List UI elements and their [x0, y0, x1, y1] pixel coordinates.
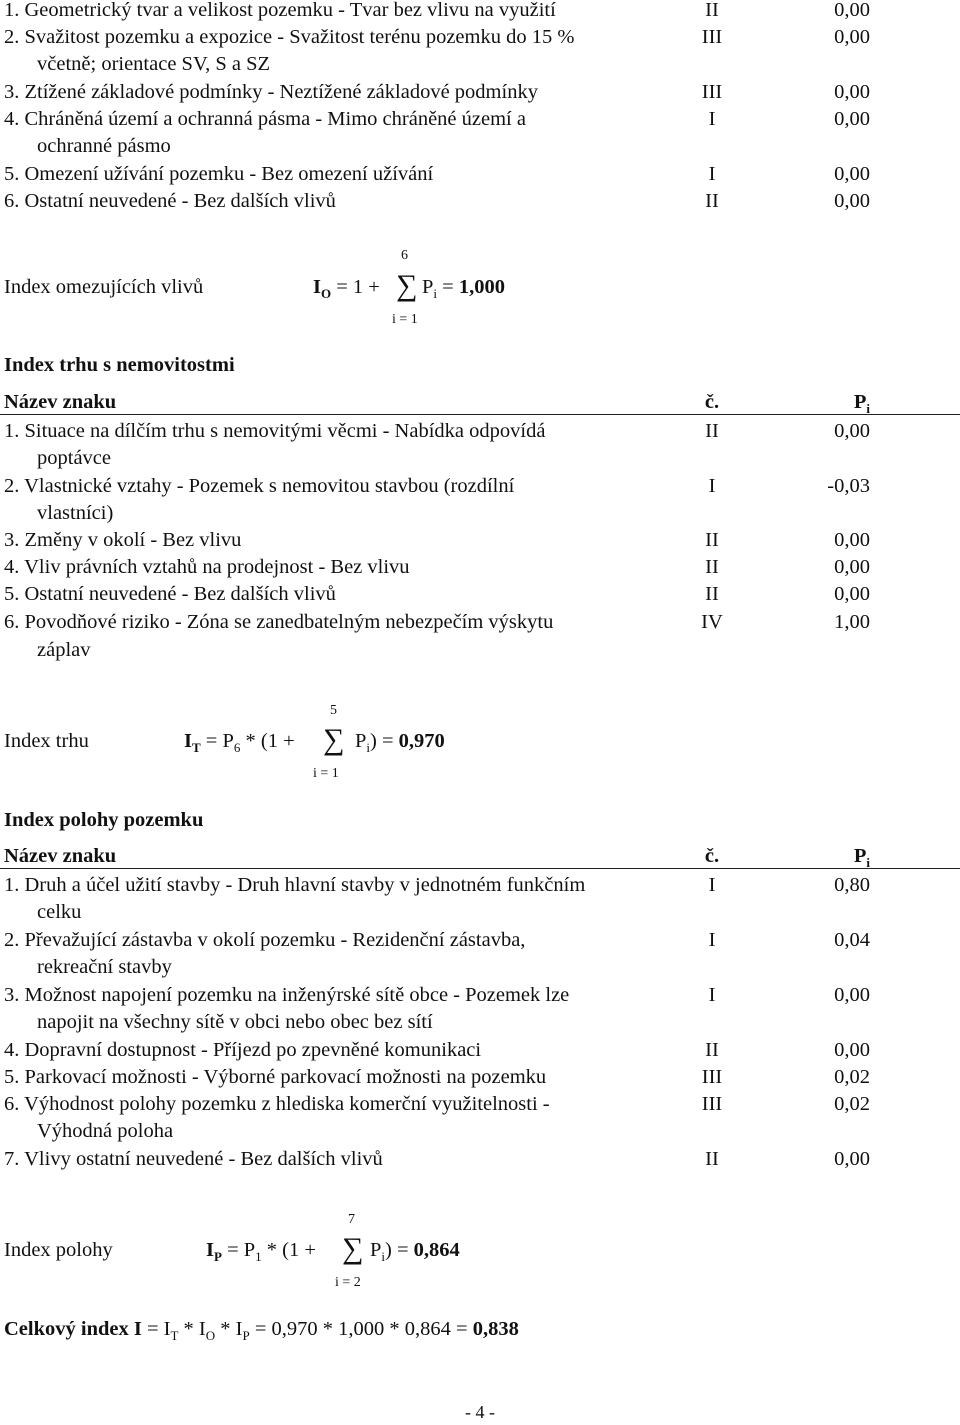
row-class: I [708, 163, 716, 185]
index-label: Index trhu [4, 730, 89, 752]
formula: $I_O = 1$ + [313, 276, 380, 302]
row-value: 1,00 [834, 611, 870, 633]
row-class: II [705, 1039, 719, 1061]
row-label: 2. Svažitost pozemku a expozice - Svažitost terénu pozemku do 15 % [4, 26, 575, 48]
formula: $I_P = P_1 * (1$ + [206, 1239, 316, 1265]
row-label: 7. Vlivy ostatní neuvedené - Bez dalších vlivů [4, 1148, 383, 1170]
row-class: II [705, 1148, 719, 1170]
header-value: $P_i$ [853, 391, 870, 417]
table-row-continuation [0, 898, 960, 926]
row-value: 0,00 [834, 1148, 870, 1170]
row-class: I [708, 929, 716, 951]
sum-upper-limit: 7 [348, 1212, 355, 1227]
table-row [0, 608, 960, 636]
table-row [0, 1063, 960, 1091]
table-row-continuation [0, 1117, 960, 1145]
row-label: 2. Vlastnické vztahy - Pozemek s nemovitou stavbou (rozdílní [4, 475, 515, 497]
table-row [0, 160, 960, 188]
row-label: 4. Dopravní dostupnost - Příjezd po zpevněné komunikaci [4, 1039, 482, 1061]
row-label-continuation: ochranné pásmo [37, 135, 171, 157]
header-value: $P_i$ [853, 845, 870, 871]
header-name: Název znaku [4, 391, 117, 413]
row-value: 0,00 [834, 190, 870, 212]
row-value: 0,02 [834, 1093, 870, 1115]
table-row [0, 871, 960, 899]
row-value: 0,04 [834, 929, 870, 951]
row-value: 0,00 [834, 81, 870, 103]
table-header [0, 842, 960, 870]
table-row [0, 1145, 960, 1173]
sum-lower-limit: i = 2 [335, 1275, 361, 1290]
row-label-continuation: vlastníci) [37, 502, 114, 524]
formula-rest: $P_i = 1,000$ [422, 276, 505, 302]
header-rule [0, 868, 960, 869]
row-label-continuation: celku [37, 901, 82, 923]
table-row [0, 105, 960, 133]
table-row-continuation [0, 1008, 960, 1036]
sum-upper-limit: 5 [330, 703, 337, 718]
row-class: I [708, 984, 716, 1006]
row-class: IV [701, 611, 723, 633]
formula-rest: $P_i) = 0,864$ [370, 1239, 460, 1265]
page-number: - 4 - [465, 1402, 495, 1422]
row-label: 6. Povodňové riziko - Zóna se zanedbatelným nebezpečím výskytu [4, 611, 554, 633]
row-label: 3. Možnost napojení pozemku na inženýrské sítě obce - Pozemek lze [4, 984, 570, 1006]
index-label: Index omezujících vlivů [4, 276, 204, 298]
row-value: 0,80 [834, 874, 870, 896]
table-row [0, 553, 960, 581]
row-label-continuation: napojit na všechny sítě v obci nebo obec bez sítí [37, 1011, 433, 1033]
table-row [0, 78, 960, 106]
row-class: II [705, 190, 719, 212]
row-value: 0,00 [834, 0, 870, 21]
table-row [0, 1036, 960, 1064]
total-index: Celkový index $I = I_T * I_O * I_P = 0,970 * 1,000 * 0,864 = 0,838$ [4, 1318, 519, 1344]
table-row [0, 526, 960, 554]
table-row [0, 187, 960, 215]
row-class: I [708, 108, 716, 130]
row-label: 5. Omezení užívání pozemku - Bez omezení užívání [4, 163, 434, 185]
table-row [0, 926, 960, 954]
table-header [0, 388, 960, 416]
row-label-continuation: poptávce [37, 447, 111, 469]
row-class: I [708, 874, 716, 896]
table-row-continuation [0, 499, 960, 527]
table-row-continuation [0, 636, 960, 664]
row-label: 5. Ostatní neuvedené - Bez dalších vlivů [4, 583, 336, 605]
row-value: 0,00 [834, 1039, 870, 1061]
row-value: -0,03 [827, 475, 870, 497]
sum-lower-limit: i = 1 [313, 766, 339, 781]
row-label-continuation: Výhodná poloha [37, 1120, 174, 1142]
table-row [0, 580, 960, 608]
formula-rest: $P_i) = 0,970$ [355, 730, 445, 756]
sum-upper-limit: 6 [401, 248, 408, 263]
row-value: 0,02 [834, 1066, 870, 1088]
row-label: 3. Ztížené základové podmínky - Neztížené základové podmínky [4, 81, 538, 103]
formula: $I_T = P_6 * (1$ + [184, 730, 295, 756]
table-row [0, 981, 960, 1009]
row-value: 0,00 [834, 163, 870, 185]
sum-lower-limit: i = 1 [392, 312, 418, 327]
table-row-continuation [0, 50, 960, 78]
row-label: 3. Změny v okolí - Bez vlivu [4, 529, 242, 551]
row-label: 2. Převažující zástavba v okolí pozemku - Rezidenční zástavba, [4, 929, 526, 951]
row-class: I [708, 475, 716, 497]
table-row-continuation [0, 132, 960, 160]
row-label: 5. Parkovací možnosti - Výborné parkovací možnosti na pozemku [4, 1066, 547, 1088]
sigma-icon: ∑ [323, 723, 345, 756]
row-class: III [701, 26, 723, 48]
row-label: 1. Geometrický tvar a velikost pozemku - Tvar bez vlivu na využití [4, 0, 556, 21]
section-title: Index polohy pozemku [4, 809, 204, 831]
row-value: 0,00 [834, 108, 870, 130]
row-label-continuation: včetně; orientace SV, S a SZ [37, 53, 271, 75]
row-label: 1. Druh a účel užití stavby - Druh hlavní stavby v jednotném funkčním [4, 874, 586, 896]
row-class: III [701, 81, 723, 103]
row-class: II [705, 0, 719, 21]
section-title: Index trhu s nemovitostmi [4, 354, 235, 376]
row-class: III [701, 1066, 723, 1088]
row-class: II [705, 556, 719, 578]
table-row [0, 0, 960, 24]
table-row [0, 472, 960, 500]
table-row-continuation [0, 953, 960, 981]
header-class: č. [704, 391, 720, 413]
row-label-continuation: záplav [37, 639, 91, 661]
index-label: Index polohy [4, 1239, 113, 1261]
row-class: II [705, 583, 719, 605]
header-class: č. [704, 845, 720, 867]
table-row-continuation [0, 444, 960, 472]
row-label: 4. Chráněná území a ochranná pásma - Mimo chráněné území a [4, 108, 526, 130]
row-value: 0,00 [834, 420, 870, 442]
sigma-icon: ∑ [342, 1232, 364, 1265]
table-row [0, 23, 960, 51]
row-label: 6. Ostatní neuvedené - Bez dalších vlivů [4, 190, 336, 212]
row-value: 0,00 [834, 529, 870, 551]
header-rule [0, 414, 960, 415]
row-value: 0,00 [834, 583, 870, 605]
row-class: III [701, 1093, 723, 1115]
row-label: 6. Výhodnost polohy pozemku z hlediska komerční využitelnosti - [4, 1093, 550, 1115]
row-label: 1. Situace na dílčím trhu s nemovitými věcmi - Nabídka odpovídá [4, 420, 546, 442]
table-row [0, 1090, 960, 1118]
row-label-continuation: rekreační stavby [37, 956, 172, 978]
row-value: 0,00 [834, 984, 870, 1006]
row-class: II [705, 420, 719, 442]
table-row [0, 417, 960, 445]
row-value: 0,00 [834, 556, 870, 578]
sigma-icon: ∑ [396, 269, 418, 302]
row-class: II [705, 529, 719, 551]
row-value: 0,00 [834, 26, 870, 48]
row-label: 4. Vliv právních vztahů na prodejnost - Bez vlivu [4, 556, 410, 578]
header-name: Název znaku [4, 845, 117, 867]
